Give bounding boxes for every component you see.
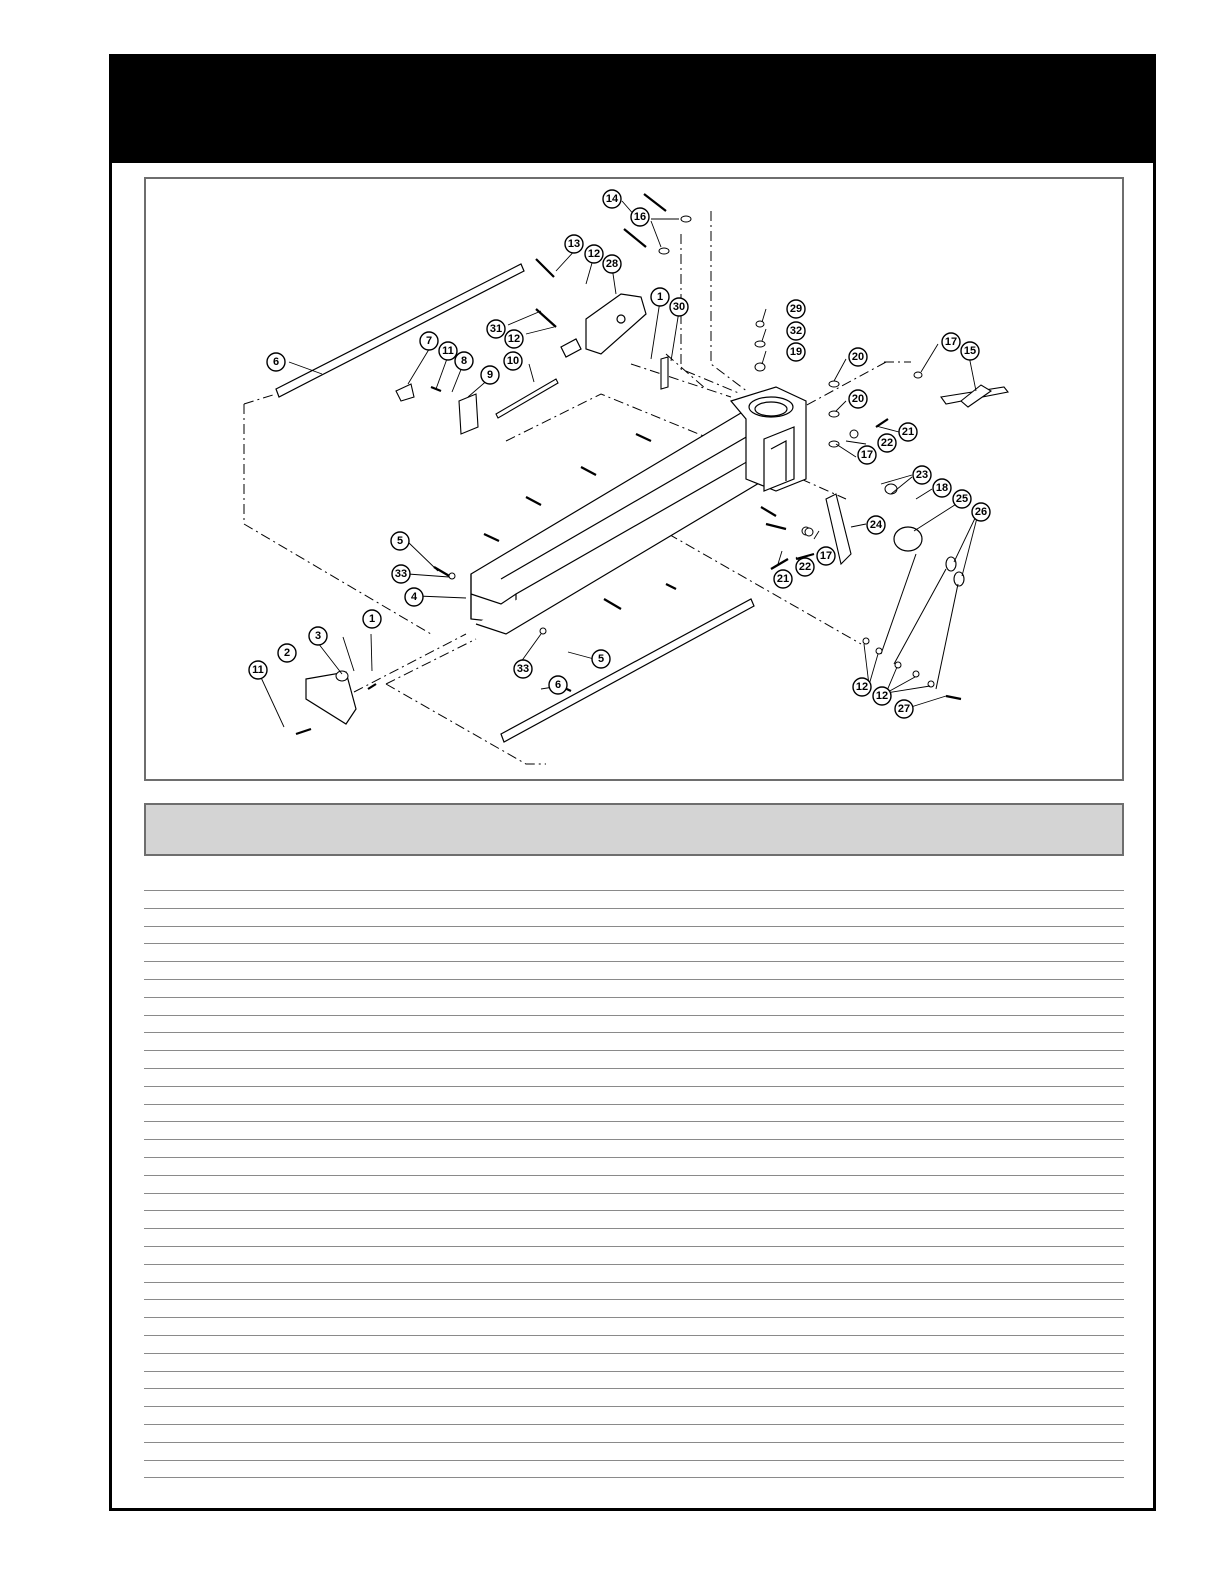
svg-text:11: 11 <box>442 345 454 357</box>
svg-text:19: 19 <box>789 346 803 358</box>
callout-16 <box>631 208 649 226</box>
callout-8 <box>455 352 473 370</box>
parts-list-rule <box>144 1015 1124 1016</box>
svg-text:27: 27 <box>897 703 911 715</box>
svg-text:5: 5 <box>396 535 404 547</box>
callout-6 <box>549 676 567 694</box>
svg-text:8: 8 <box>460 355 468 367</box>
svg-text:18: 18 <box>935 482 949 494</box>
svg-text:13: 13 <box>567 238 581 250</box>
parts-list-rule <box>144 1121 1124 1122</box>
svg-text:15: 15 <box>963 345 977 357</box>
callout-17 <box>858 446 876 464</box>
parts-list-rule <box>144 1299 1124 1300</box>
parts-list-rule <box>144 1388 1124 1389</box>
callout-10 <box>504 352 522 370</box>
parts-list-rule <box>144 943 1124 944</box>
parts-table-header <box>144 803 1124 856</box>
parts-list-rule <box>144 1424 1124 1425</box>
callout-1 <box>651 288 669 306</box>
callout-33 <box>392 565 410 583</box>
svg-text:9: 9 <box>486 369 494 381</box>
parts-list-rule <box>144 997 1124 998</box>
callout-14 <box>603 190 621 208</box>
parts-list-rule <box>144 1282 1124 1283</box>
callout-11 <box>439 342 457 360</box>
svg-text:25: 25 <box>955 493 969 505</box>
parts-list-rule <box>144 1139 1124 1140</box>
callout-12 <box>853 678 871 696</box>
svg-text:2: 2 <box>283 647 291 659</box>
svg-text:32: 32 <box>789 325 803 337</box>
svg-text:20: 20 <box>851 393 865 405</box>
parts-list-rule <box>144 1175 1124 1176</box>
parts-list-rule <box>144 908 1124 909</box>
parts-list-rule <box>144 926 1124 927</box>
svg-text:23: 23 <box>915 469 929 481</box>
svg-text:7: 7 <box>425 335 433 347</box>
parts-list-rule <box>144 1317 1124 1318</box>
callout-13 <box>565 235 583 253</box>
svg-text:26: 26 <box>974 506 988 518</box>
callout-20 <box>849 390 867 408</box>
parts-list-rule <box>144 1104 1124 1105</box>
callout-6 <box>267 353 285 371</box>
svg-text:20: 20 <box>851 351 865 363</box>
callout-5 <box>592 650 610 668</box>
parts-list-rule <box>144 1032 1124 1033</box>
svg-text:29: 29 <box>789 303 803 315</box>
parts-list-rule <box>144 1086 1124 1087</box>
callout-15 <box>961 342 979 360</box>
callout-11 <box>249 661 267 679</box>
svg-text:10: 10 <box>506 355 520 367</box>
parts-list-rule <box>144 979 1124 980</box>
parts-list-rule <box>144 1193 1124 1194</box>
callout-29 <box>787 300 805 318</box>
header-bar <box>112 57 1153 163</box>
callout-33 <box>514 660 532 678</box>
callout-28 <box>603 255 621 273</box>
callout-26 <box>972 503 990 521</box>
svg-text:1: 1 <box>368 613 376 625</box>
callout-30 <box>670 298 688 316</box>
svg-text:1: 1 <box>656 291 664 303</box>
svg-text:6: 6 <box>554 679 562 691</box>
parts-list-rule <box>144 1460 1124 1461</box>
callout-4 <box>405 588 423 606</box>
callout-21 <box>774 570 792 588</box>
parts-list-rule <box>144 961 1124 962</box>
svg-text:5: 5 <box>597 653 605 665</box>
parts-list-lines <box>144 890 1124 1495</box>
svg-text:12: 12 <box>587 248 601 260</box>
svg-text:21: 21 <box>901 426 915 438</box>
diagram-svg <box>146 179 1122 779</box>
parts-list-rule <box>144 1246 1124 1247</box>
callout-12 <box>873 687 891 705</box>
svg-text:17: 17 <box>860 449 874 461</box>
svg-text:31: 31 <box>489 323 503 335</box>
parts-list-rule <box>144 890 1124 891</box>
svg-text:22: 22 <box>798 561 812 573</box>
svg-text:22: 22 <box>880 437 894 449</box>
svg-text:33: 33 <box>394 568 408 580</box>
parts-list-rule <box>144 1050 1124 1051</box>
callout-12 <box>505 330 523 348</box>
callout-19 <box>787 343 805 361</box>
callout-25 <box>953 490 971 508</box>
svg-text:30: 30 <box>672 301 686 313</box>
svg-text:6: 6 <box>272 356 280 368</box>
callout-22 <box>878 434 896 452</box>
svg-text:3: 3 <box>314 630 322 642</box>
svg-text:16: 16 <box>633 211 647 223</box>
callout-20 <box>849 348 867 366</box>
parts-list-rule <box>144 1335 1124 1336</box>
parts-list-rule <box>144 1210 1124 1211</box>
callout-22 <box>796 558 814 576</box>
callout-12 <box>585 245 603 263</box>
callout-1 <box>363 610 381 628</box>
parts-list-rule <box>144 1228 1124 1229</box>
callout-17 <box>942 333 960 351</box>
parts-list-rule <box>144 1157 1124 1158</box>
svg-text:24: 24 <box>869 519 883 531</box>
callout-21 <box>899 423 917 441</box>
parts-list-rule <box>144 1477 1124 1478</box>
parts-list-rule <box>144 1442 1124 1443</box>
exploded-parts-diagram <box>144 177 1124 781</box>
callout-9 <box>481 366 499 384</box>
callout-7 <box>420 332 438 350</box>
svg-text:12: 12 <box>855 681 869 693</box>
parts-list-rule <box>144 1264 1124 1265</box>
callout-5 <box>391 532 409 550</box>
svg-text:17: 17 <box>819 550 833 562</box>
svg-text:12: 12 <box>507 333 521 345</box>
page-frame <box>109 54 1156 1511</box>
svg-text:28: 28 <box>605 258 619 270</box>
callout-18 <box>933 479 951 497</box>
svg-text:21: 21 <box>776 573 790 585</box>
callout-17 <box>817 547 835 565</box>
parts-list-rule <box>144 1068 1124 1069</box>
callout-24 <box>867 516 885 534</box>
svg-text:4: 4 <box>410 591 418 603</box>
callout-32 <box>787 322 805 340</box>
parts-list-rule <box>144 1406 1124 1407</box>
svg-text:33: 33 <box>516 663 530 675</box>
callout-2 <box>278 644 296 662</box>
callout-23 <box>913 466 931 484</box>
svg-text:11: 11 <box>252 664 264 676</box>
svg-text:17: 17 <box>944 336 958 348</box>
svg-text:12: 12 <box>875 690 889 702</box>
callout-31 <box>487 320 505 338</box>
parts-list-rule <box>144 1353 1124 1354</box>
callout-3 <box>309 627 327 645</box>
callout-27 <box>895 700 913 718</box>
parts-list-rule <box>144 1371 1124 1372</box>
svg-text:14: 14 <box>605 193 619 205</box>
